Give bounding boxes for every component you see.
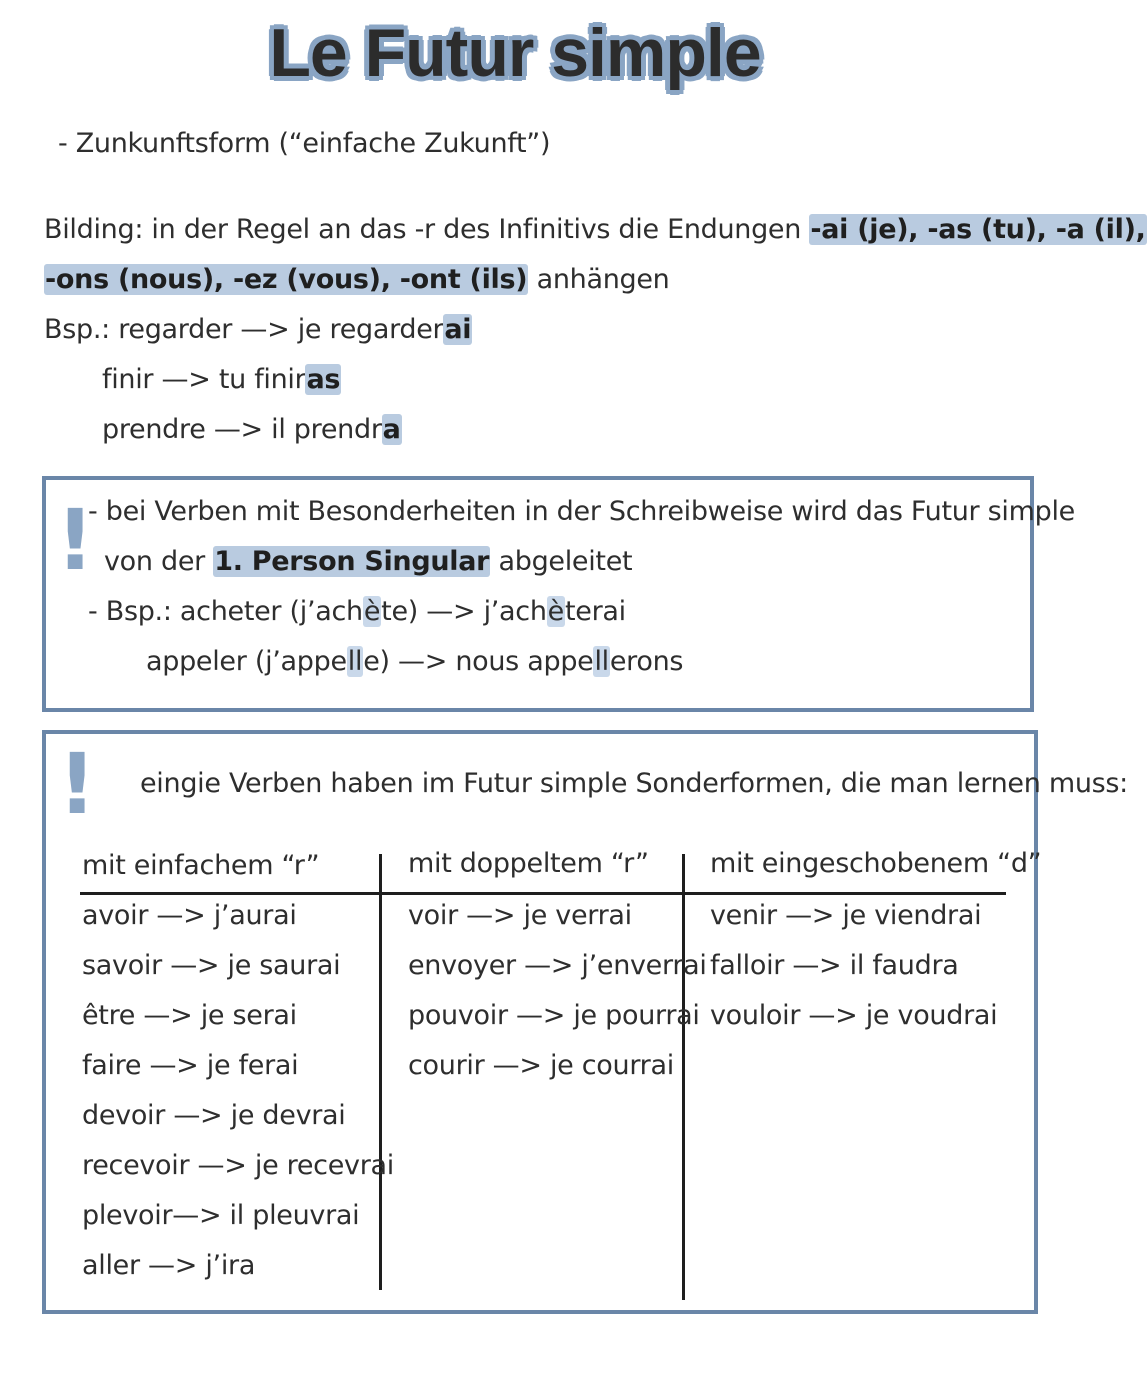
note-box-irregular	[42, 730, 1128, 1314]
column-header: mit doppeltem “r”	[408, 848, 649, 879]
bildung-text-2: anhängen	[528, 264, 670, 295]
example-row	[44, 314, 472, 345]
table-cell: avoir —> j’aurai	[82, 900, 297, 931]
note-example	[88, 596, 626, 627]
table-cell: venir —> je viendrai	[710, 900, 982, 931]
note-text: erons	[609, 646, 684, 677]
column-header: mit einfachem “r”	[82, 850, 320, 881]
bildung-text: Bilding: in der Regel an das -r des Infinitivs die Endungen	[44, 214, 810, 245]
example-row	[102, 414, 402, 445]
endings-highlight-1: -ai (je), -as (tu), -a (il),	[810, 214, 1146, 245]
column-divider	[682, 854, 685, 1300]
arrow: —>	[232, 314, 298, 345]
note-text: te) —> j’ach	[381, 596, 547, 627]
exclamation-icon: !	[58, 735, 97, 833]
note-text: e) —> nous appe	[363, 646, 594, 677]
column-header: mit eingeschobenem “d”	[710, 848, 1042, 879]
table-cell: devoir —> je devrai	[82, 1100, 346, 1131]
example-ending: as	[306, 364, 341, 395]
note-text: terai	[564, 596, 626, 627]
table-heading: eingie Verben haben im Futur simple Sonderformen, die man lernen muss:	[140, 768, 1128, 799]
example-label: Bsp.:	[44, 314, 119, 345]
example-ending: a	[382, 414, 401, 445]
table-cell: faire —> je ferai	[82, 1050, 299, 1081]
exclamation-icon: !	[56, 491, 95, 589]
table-cell: voir —> je verrai	[408, 900, 632, 931]
note-text: appeler (j’appe	[146, 646, 347, 677]
person-highlight: 1. Person Singular	[214, 546, 490, 577]
table-cell: falloir —> il faudra	[710, 950, 959, 981]
intro-line: - Zunkunftsform (“einfache Zukunft”)	[58, 128, 551, 159]
example-stem: je regarder	[297, 314, 444, 345]
table-cell: aller —> j’ira	[82, 1250, 256, 1281]
table-header-rule	[80, 892, 1006, 895]
note-box-spelling	[42, 476, 1075, 712]
example-stem: tu finir	[218, 364, 306, 395]
accent-highlight: è	[363, 596, 381, 627]
example-row	[102, 364, 341, 395]
bildung-line-2	[44, 264, 670, 295]
note-line	[104, 546, 632, 577]
table-cell: vouloir —> je voudrai	[710, 1000, 998, 1031]
double-l-highlight: ll	[347, 646, 363, 677]
example-verb: regarder	[118, 314, 233, 345]
note-text: von der	[104, 546, 214, 577]
table-cell: envoyer —> j’enverrai	[408, 950, 707, 981]
note-line: - bei Verben mit Besonderheiten in der Schreibweise wird das Futur simple	[88, 496, 1075, 527]
bildung-line-1	[44, 214, 1147, 245]
example-stem: il prendr	[271, 414, 382, 445]
page-title: Le Futur simple	[269, 15, 761, 91]
example-verb: prendre	[102, 414, 206, 445]
endings-highlight-2: -ons (nous), -ez (vous), -ont (ils)	[45, 264, 528, 295]
example-verb: finir	[102, 364, 154, 395]
note-text: - Bsp.: acheter (j’ach	[88, 596, 363, 627]
arrow: —>	[205, 414, 272, 445]
table-cell: recevoir —> je recevrai	[82, 1150, 394, 1181]
table-cell: être —> je serai	[82, 1000, 297, 1031]
table-cell: pouvoir —> je pourrai	[408, 1000, 700, 1031]
table-cell: savoir —> je saurai	[82, 950, 341, 981]
column-divider	[379, 854, 382, 1290]
double-l-highlight: ll	[594, 646, 609, 677]
note-example	[146, 646, 683, 677]
table-cell: courir —> je courrai	[408, 1050, 674, 1081]
example-ending: ai	[444, 314, 472, 345]
arrow: —>	[153, 364, 219, 395]
accent-highlight: è	[547, 596, 564, 627]
note-text: abgeleitet	[490, 546, 633, 577]
table-cell: plevoir—> il pleuvrai	[82, 1200, 360, 1231]
